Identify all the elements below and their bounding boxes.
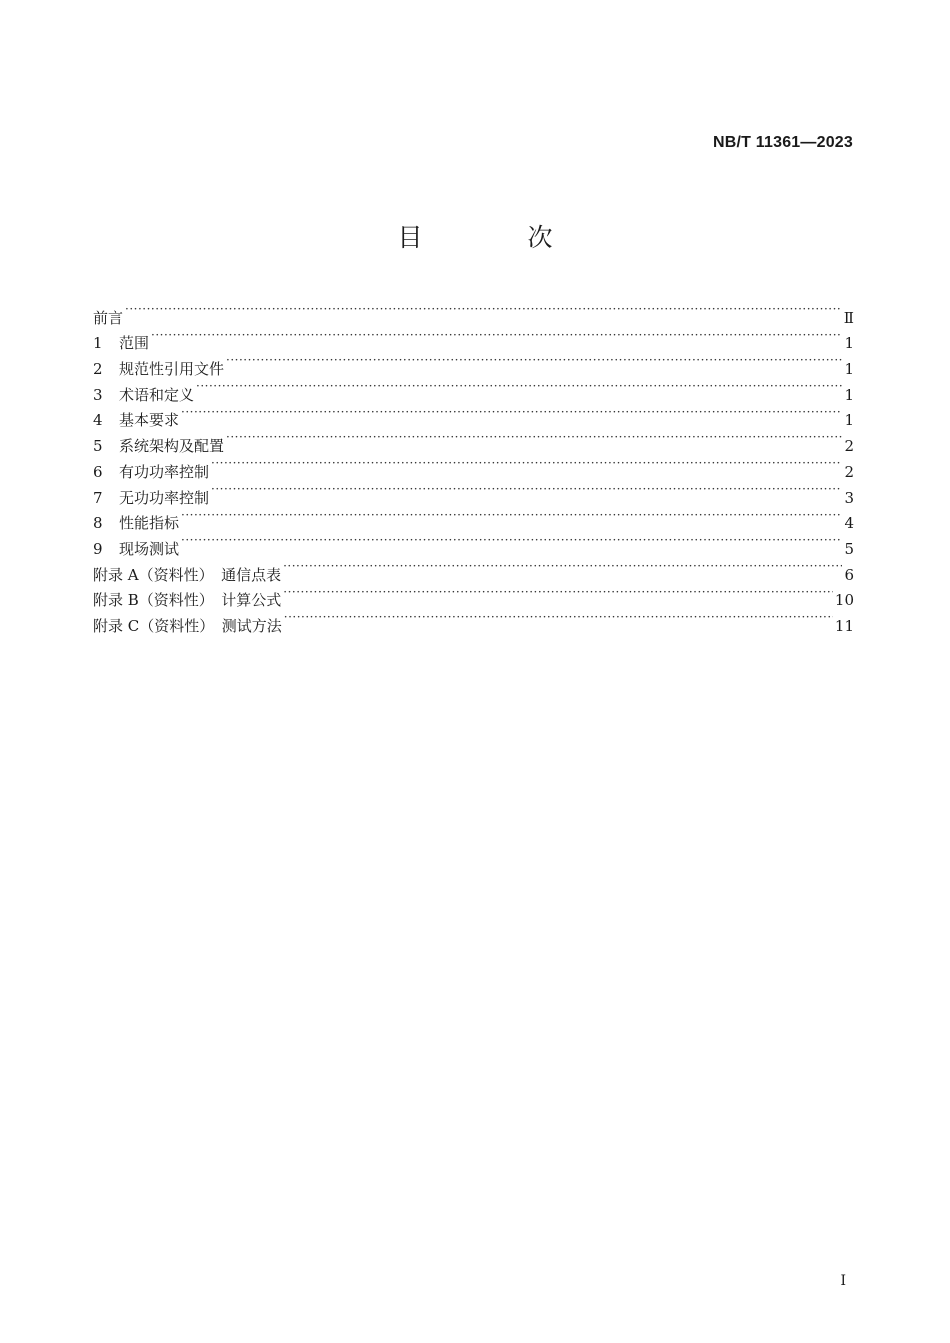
toc-entry-label: 无功功率控制 <box>119 488 210 507</box>
toc-entry-terms-definitions[interactable] <box>93 374 854 404</box>
toc-entry-number: 1 <box>93 334 103 353</box>
toc-entry-number: 4 <box>93 411 103 430</box>
toc-leader-dots <box>125 297 842 323</box>
toc-entry-number: 2 <box>93 360 103 379</box>
toc-entry-page: 3 <box>844 488 854 507</box>
toc-entry-label: 术语和定义 <box>119 385 195 404</box>
toc-entry-label: 附录 A（资料性） 通信点表 <box>93 565 282 584</box>
toc-entry-system-architecture[interactable] <box>93 425 854 456</box>
toc-entry-label: 规范性引用文件 <box>119 360 225 379</box>
toc-leader-dots <box>181 400 842 426</box>
toc-entry-number: 5 <box>93 437 103 456</box>
toc-entry-foreword[interactable] <box>93 297 854 327</box>
toc-entry-label: 有功功率控制 <box>119 462 210 481</box>
toc-entry-number: 3 <box>93 385 103 404</box>
toc-leader-dots <box>226 425 842 451</box>
toc-entry-page: 2 <box>844 437 854 456</box>
toc-entry-scope[interactable] <box>93 323 854 353</box>
toc-entry-page: 10 <box>834 591 854 610</box>
toc-entry-annex-a[interactable] <box>93 554 854 584</box>
toc-entry-page: 6 <box>844 565 854 584</box>
toc-entry-page: 1 <box>844 385 854 404</box>
toc-entry-label: 现场测试 <box>119 539 180 558</box>
toc-entry-field-test[interactable] <box>93 528 854 558</box>
toc-title: 目 次 <box>397 223 593 252</box>
toc-entry-label: 附录 B（资料性） 计算公式 <box>93 591 282 610</box>
toc-leader-dots <box>181 528 842 554</box>
toc-entry-label: 系统架构及配置 <box>119 437 225 456</box>
toc-entry-page: 11 <box>834 616 854 635</box>
document-code: NB/T 11361—2023 <box>713 134 853 151</box>
toc-entry-label: 范围 <box>119 334 150 353</box>
toc-entry-label: 附录 C（资料性） 测试方法 <box>93 616 282 635</box>
toc-leader-dots <box>196 374 842 400</box>
toc-leader-dots <box>211 451 842 477</box>
toc-entry-label: 性能指标 <box>119 514 180 533</box>
toc-leader-dots <box>181 503 842 529</box>
toc-entry-number: 9 <box>93 539 103 558</box>
toc-entry-number: 7 <box>93 488 103 507</box>
toc-entry-page: 2 <box>844 462 854 481</box>
toc-entry-page: 1 <box>844 360 854 379</box>
toc-leader-dots <box>151 323 842 349</box>
toc-entry-page: Ⅱ <box>843 308 854 327</box>
toc-leader-dots <box>284 605 833 631</box>
toc-entry-basic-requirements[interactable] <box>93 400 854 430</box>
toc-leader-dots <box>226 348 842 374</box>
toc-leader-dots <box>283 580 833 606</box>
toc-entry-label: 基本要求 <box>119 411 180 430</box>
toc-entry-page: 4 <box>844 514 854 533</box>
toc-entry-label: 前言 <box>93 308 124 327</box>
toc-entry-number: 8 <box>93 514 103 533</box>
toc-entry-page: 5 <box>844 539 854 558</box>
toc-entry-page: 1 <box>844 334 854 353</box>
toc-leader-dots <box>283 554 842 580</box>
toc-entry-page: 1 <box>844 411 854 430</box>
page-number: I <box>840 1273 846 1289</box>
table-of-contents <box>93 297 854 635</box>
toc-leader-dots <box>211 477 842 503</box>
toc-entry-normative-references[interactable] <box>93 348 854 379</box>
toc-entry-number: 6 <box>93 462 103 481</box>
toc-entry-performance-indicators[interactable] <box>93 503 854 533</box>
